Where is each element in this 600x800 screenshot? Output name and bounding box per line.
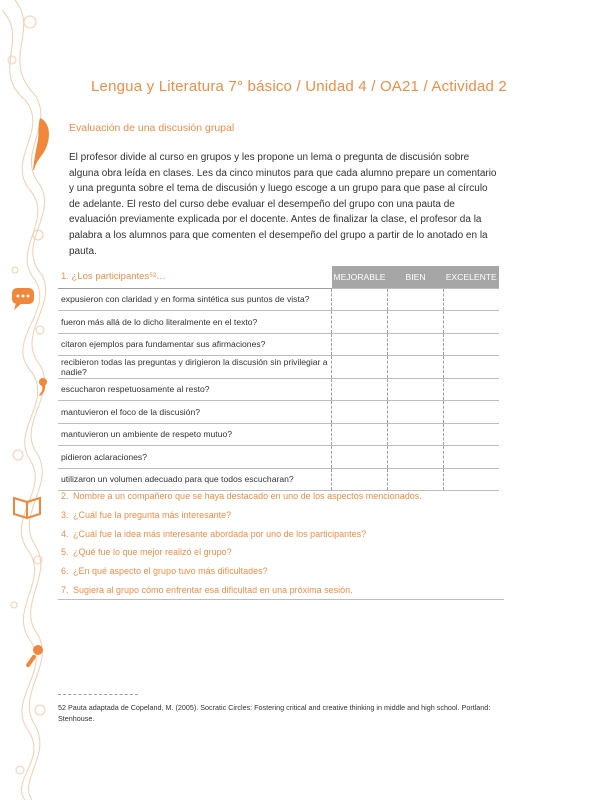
table-row [58,446,499,469]
footnote: 52 Pauta adaptada de Copeland, M. (2005). Socratic Circles: Fostering critical and creative thinking in middle and high school. Portland: Stenhouse. [58,703,491,723]
mejorable-cell[interactable] [332,356,388,379]
bien-cell[interactable] [388,288,444,311]
bien-cell[interactable] [388,333,444,356]
follow-up-questions [58,487,508,600]
intro-paragraph [69,150,501,259]
question-number: 2. [61,491,69,501]
rubric-header-row [58,266,499,288]
section-divider [58,599,504,600]
criterion-text: citaron ejemplos para fundamentar sus afirmaciones? [58,333,332,356]
excelente-cell[interactable] [444,288,500,311]
table-row [58,401,499,424]
table-row [58,333,499,356]
list-item [58,525,508,544]
criterion-text: pidieron aclaraciones? [58,446,332,469]
intro-text: El profesor divide al curso en grupos y les propone un lema o pregunta de discusión sobre alguna obra leída en clases. Les da cinco minutos para que cada alumno prepare un comentario y una pregunta sobre el tema de discusión y luego escoge a un grupo para que pase al círculo de adelante. El resto del curso debe evaluar el desempeño del grupo con una pauta de evaluación previamente explicada por el docente. Antes de finalizar la clase, el profesor da la palabra a los alumnos para que comenten el desempeño del grupo a partir de lo anotado en la pauta. [69,152,497,257]
excelente-cell[interactable] [444,446,500,469]
bien-cell[interactable] [388,401,444,424]
criterion-text: utilizaron un volumen adecuado para que todos escucharan? [58,468,332,491]
question-text: ¿Cuál fue la pregunta más interesante? [73,509,232,520]
bien-cell[interactable] [388,446,444,469]
excelente-cell[interactable] [444,356,500,379]
page-title: Lengua y Literatura 7° básico / Unidad 4 / OA21 / Actividad 2 [91,78,507,95]
mejorable-cell[interactable] [332,446,388,469]
bien-cell[interactable] [388,378,444,401]
speech-bubble-icon [12,288,34,310]
question-number: 5. [61,547,69,558]
bien-cell[interactable] [388,356,444,379]
table-row [58,378,499,401]
criterion-text: mantuvieron un ambiente de respeto mutuo? [58,423,332,446]
question-text: ¿En qué aspecto el grupo tuvo más dificultades? [73,566,268,577]
criterion-text: fueron más allá de lo dicho literalmente en el texto? [58,311,332,334]
list-item [58,562,508,581]
list-item [58,581,508,600]
criterion-text: escucharon respetuosamente al resto? [58,378,332,401]
table-row [58,423,499,446]
excelente-cell[interactable] [444,423,500,446]
mejorable-cell[interactable] [332,311,388,334]
criterion-text: expusieron con claridad y en forma sintética sus puntos de vista? [58,288,332,311]
mejorable-cell[interactable] [332,423,388,446]
question-number: 7. [61,584,69,595]
question-text: ¿Cuál fue la idea más interesante abordada por uno de los participantes? [73,528,367,539]
evaluation-rubric-table [58,266,499,491]
table-row [58,311,499,334]
column-header-bien: BIEN [388,266,444,288]
list-item [58,487,508,506]
excelente-cell[interactable] [444,401,500,424]
question-number: 6. [61,566,69,577]
table-row [58,288,499,311]
question-number: 3. [61,509,69,520]
bien-cell[interactable] [388,423,444,446]
excelente-cell[interactable] [444,333,500,356]
criterion-text: mantuvieron el foco de la discusión? [58,401,332,424]
excelente-cell[interactable] [444,378,500,401]
rubric-question: 1. ¿Los participantes⁵²… [58,266,332,288]
mejorable-cell[interactable] [332,333,388,356]
list-item [58,506,508,525]
feather-icon [33,118,49,170]
question-text: Nombre a un compañero que se haya destacado en uno de los aspectos mencionados. [73,491,422,501]
question-text: Sugiera al grupo cómo enfrentar esa dificultad en una próxima sesión. [73,584,353,595]
bien-cell[interactable] [388,311,444,334]
mejorable-cell[interactable] [332,401,388,424]
question-number: 4. [61,528,69,539]
list-item [58,543,508,562]
mejorable-cell[interactable] [332,288,388,311]
mejorable-cell[interactable] [332,378,388,401]
footnote-divider [58,694,138,695]
criterion-text: recibieron todas las preguntas y dirigieron la discusión sin privilegiar a nadie? [58,356,332,379]
decorative-left-border [0,0,60,800]
table-row [58,356,499,379]
open-book-icon [14,498,40,518]
column-header-excelente: EXCELENTE [444,266,500,288]
column-header-mejorable: MEJORABLE [332,266,388,288]
section-subtitle: Evaluación de una discusión grupal [69,122,235,134]
excelente-cell[interactable] [444,311,500,334]
question-text: ¿Qué fue lo que mejor realizó el grupo? [73,547,232,558]
